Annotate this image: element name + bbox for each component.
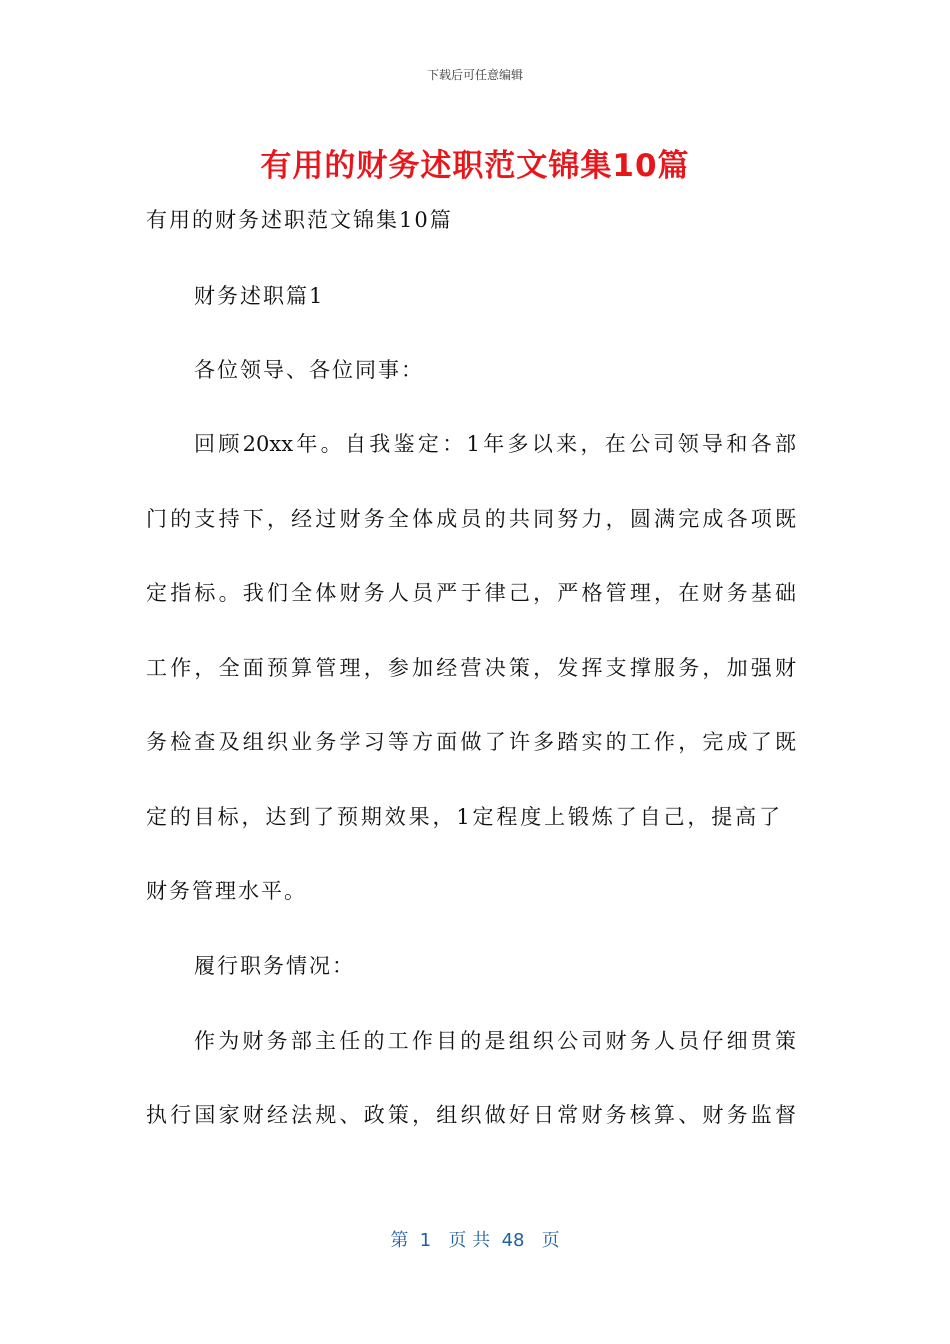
paragraph-line: 财务管理水平。	[146, 879, 307, 903]
paragraph-line: 回顾20xx年。自我鉴定：1年多以来，在公司领导和各部	[194, 432, 796, 456]
paragraph-line: 执行国家财经法规、政策，组织做好日常财务核算、财务监督	[146, 1103, 796, 1127]
subtitle-line: 有用的财务述职范文锦集10篇	[146, 208, 453, 232]
section-heading: 财务述职篇1	[194, 284, 325, 308]
paragraph-line: 门的支持下，经过财务全体成员的共同努力，圆满完成各项既	[146, 507, 796, 531]
paragraph-line: 定指标。我们全体财务人员严于律己，严格管理，在财务基础	[146, 581, 796, 605]
page-number-footer: 第 1 页 共 48 页	[390, 1230, 560, 1251]
paragraph-line: 工作，全面预算管理，参加经营决策，发挥支撑服务，加强财	[146, 656, 796, 680]
paragraph-line: 定的目标，达到了预期效果，1定程度上锻炼了自己，提高了	[146, 805, 780, 829]
section-heading: 履行职务情况：	[194, 954, 355, 978]
salutation: 各位领导、各位同事：	[194, 358, 424, 382]
document-title: 有用的财务述职范文锦集10篇	[260, 148, 690, 184]
paragraph-line: 作为财务部主任的工作目的是组织公司财务人员仔细贯策	[194, 1029, 796, 1053]
paragraph-line: 务检查及组织业务学习等方面做了许多踏实的工作，完成了既	[146, 730, 796, 754]
header-note: 下载后可任意编辑	[426, 68, 523, 82]
